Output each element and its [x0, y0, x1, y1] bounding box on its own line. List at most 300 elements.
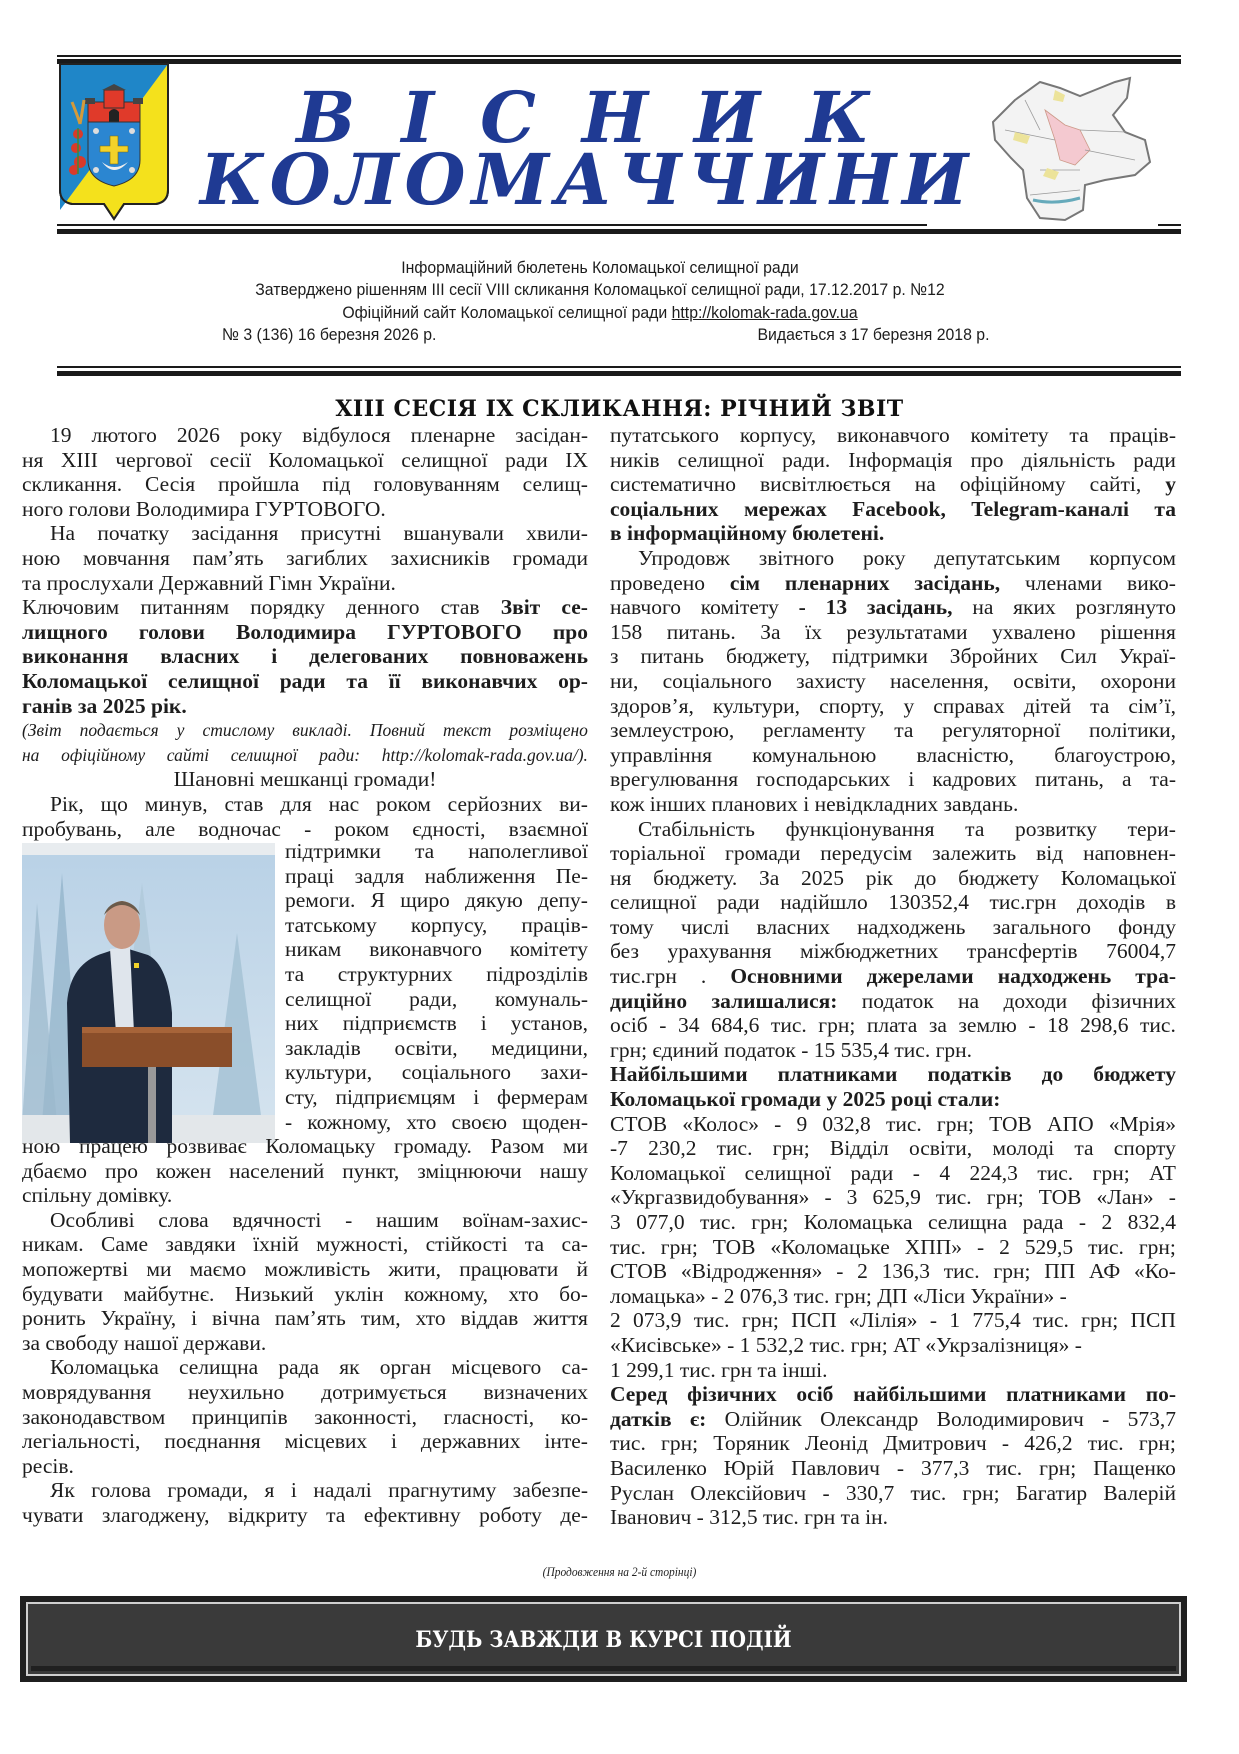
word: маємо: [189, 1256, 247, 1281]
word: АПО: [1047, 1111, 1094, 1136]
word: надходжень: [857, 914, 966, 939]
word: єдності,: [412, 816, 486, 841]
word: Павлович: [791, 1455, 880, 1480]
bulletin-description: Інформаційний бюлетень Коломацької селищної ради: [401, 258, 799, 277]
word: і: [290, 1478, 297, 1503]
word: на: [958, 988, 980, 1013]
word: депу-: [538, 888, 588, 913]
word: офіційному: [959, 472, 1066, 497]
word: виконавчого: [836, 423, 950, 447]
word: та: [1090, 693, 1110, 718]
info-rule-thick: [57, 371, 1181, 376]
word: зміцнюючи: [417, 1158, 522, 1183]
word: -: [896, 1455, 905, 1480]
text-line: [22, 620, 588, 645]
word: їх: [805, 619, 822, 644]
word: трансфертів: [966, 939, 1078, 964]
word: ради: [279, 668, 326, 693]
word: http://kolomak-rada.gov.ua/).: [381, 744, 588, 765]
word: Упродовж: [638, 545, 730, 570]
text-line: [22, 1257, 588, 1282]
text-line: [22, 718, 588, 743]
word: ня: [610, 865, 632, 890]
word: будувати: [22, 1281, 103, 1306]
word: селищної: [285, 986, 372, 1011]
word: ГУРТОВОГО: [387, 619, 522, 644]
word: -: [822, 1480, 830, 1505]
word: працею: [78, 1134, 148, 1158]
word: міжбюджетних: [800, 939, 939, 964]
text-line: [22, 1454, 588, 1479]
word: 625,9: [872, 1185, 921, 1210]
approval-note: Затверджено рішенням ІІІ сесії VIII скликання Коломацької селищної ради, 17.12.2017 р. №12: [255, 280, 945, 299]
word: освіти,: [1013, 668, 1077, 693]
word: передусім: [820, 841, 913, 866]
word: легіальності,: [22, 1429, 141, 1454]
word: землеустрою,: [610, 718, 735, 743]
word: ради: [716, 890, 760, 915]
text-line: [22, 546, 588, 571]
word: Сил: [1060, 644, 1097, 669]
word: державних: [420, 1429, 521, 1454]
word: охорони: [1100, 668, 1176, 693]
word: засідан-: [515, 423, 588, 447]
text-line: [610, 1407, 1176, 1432]
word: ХПП»: [904, 1234, 963, 1259]
word: до: [1041, 1062, 1064, 1087]
word: та: [894, 718, 914, 743]
word: ників: [610, 447, 660, 472]
text-line: [610, 866, 1176, 891]
word: законності,: [314, 1404, 417, 1429]
text-line: [610, 1087, 1176, 1112]
word: тис.: [1087, 1431, 1124, 1456]
word: щоден-: [522, 1109, 588, 1134]
word: фонду: [1118, 914, 1176, 939]
word: Я: [370, 888, 385, 913]
word: про: [970, 447, 1004, 472]
word: справах: [933, 693, 1005, 718]
word: кожен: [155, 1158, 212, 1183]
text-line: [610, 1185, 1176, 1210]
text-line: [22, 1331, 588, 1356]
word: законодавством: [22, 1404, 166, 1429]
word: Торяник: [713, 1431, 790, 1456]
word: комітету: [970, 423, 1049, 447]
masthead-bottom-rule-thin-end: [1158, 224, 1181, 226]
word: 2: [610, 1308, 621, 1333]
word: рада: [1022, 1210, 1064, 1234]
word: -: [659, 1013, 667, 1038]
word: АФ: [1089, 1259, 1121, 1284]
word: датків: [610, 1406, 672, 1431]
word: Повний: [369, 720, 426, 741]
word: і: [391, 1429, 398, 1454]
word: корпусу,: [739, 423, 817, 447]
word: никам: [285, 937, 342, 962]
word: повноважень: [460, 644, 588, 669]
word: пункт,: [342, 1158, 400, 1183]
word: ни,: [610, 668, 639, 693]
word: 76004,7: [1106, 939, 1176, 964]
speaker-photo: [22, 843, 275, 1143]
word: ремоги.: [285, 888, 356, 913]
word: виконавчих: [421, 668, 538, 693]
text-line: [610, 694, 1176, 719]
word: мовчання: [82, 545, 170, 570]
word: доходи: [1003, 988, 1068, 1013]
word: -: [1001, 1431, 1010, 1456]
word: ми: [562, 1134, 588, 1158]
word: став: [224, 791, 264, 816]
word: «Лан»: [1096, 1185, 1154, 1210]
info-rule-thin: [57, 366, 1181, 368]
word: бюджету,: [725, 644, 810, 669]
word: пам’ять: [192, 545, 264, 570]
word: пам’ять: [274, 1306, 346, 1331]
word: Коломацька: [803, 1210, 913, 1234]
word: та: [965, 816, 985, 841]
word: виконавчого: [369, 937, 482, 962]
word: -: [929, 1308, 938, 1333]
word: питань.: [666, 619, 736, 644]
word: підприємств: [342, 1011, 457, 1036]
word: захисту: [796, 668, 866, 693]
text-line: [610, 521, 1176, 546]
text-line: [22, 1232, 588, 1257]
text-line: [610, 767, 1176, 792]
word: сайті,: [1089, 472, 1142, 497]
word: комітету: [509, 937, 588, 962]
word: систематично: [610, 472, 736, 497]
text-line: [285, 1085, 588, 1110]
word: Олійник: [724, 1406, 802, 1431]
word: бюджету: [958, 865, 1039, 890]
word: лищного: [22, 619, 108, 644]
word: делегованих: [309, 644, 429, 669]
word: і: [480, 1011, 487, 1036]
word: сту,: [285, 1084, 318, 1109]
word: ТОВ: [989, 1111, 1032, 1136]
text-segment: ресів.: [22, 1453, 74, 1478]
word: і: [191, 1306, 198, 1331]
left-column-continued: [22, 1134, 588, 1528]
word: ради,: [409, 986, 458, 1011]
word: навчого: [610, 595, 681, 620]
word: викладі.: [292, 720, 352, 741]
word: ПСП: [1130, 1308, 1176, 1333]
word: За: [760, 619, 781, 644]
word: тис.: [910, 1480, 947, 1505]
word: Василенко: [610, 1455, 707, 1480]
word: осіб: [796, 1382, 834, 1407]
word: тис.: [1037, 1160, 1074, 1185]
word: хто: [406, 1109, 437, 1134]
word: 330,7: [845, 1480, 895, 1505]
word: працювати: [459, 1256, 559, 1281]
word: се-: [561, 595, 588, 620]
word: громади: [725, 841, 801, 866]
word: та: [1154, 496, 1176, 521]
text-line: [22, 1503, 588, 1528]
word: тис.: [1088, 1234, 1124, 1259]
word: 377,3: [921, 1455, 970, 1480]
word: вічна: [212, 1306, 260, 1331]
word: спорту: [1113, 1136, 1176, 1161]
text-line: [22, 595, 588, 620]
word: спорту,: [819, 693, 885, 718]
word: Олексійович: [690, 1480, 807, 1505]
text-line: [610, 1112, 1176, 1137]
word: Особливі: [50, 1207, 135, 1232]
word: надалі: [313, 1478, 372, 1503]
word: бо-: [559, 1281, 588, 1306]
word: селищної: [230, 744, 298, 765]
wrapped-text-column: [285, 839, 588, 1134]
text-line: [22, 1405, 588, 1430]
word: висвітлюється: [759, 472, 891, 497]
word: селищна: [927, 1210, 1008, 1234]
word: бюджету.: [653, 865, 738, 890]
word: інте-: [544, 1429, 588, 1454]
text-line: [22, 571, 588, 596]
word: селищної: [744, 1160, 832, 1185]
word: і: [271, 644, 278, 669]
text-line: [610, 1358, 1176, 1383]
word: бюджету: [1093, 1062, 1176, 1087]
text-line: [610, 620, 1176, 645]
word: «Укргазвидобування»: [610, 1185, 810, 1210]
word: тис.: [943, 1259, 980, 1284]
text-line: [22, 1183, 588, 1208]
text-line: [610, 964, 1176, 989]
text-line: [285, 888, 588, 913]
word: молоді: [992, 1136, 1055, 1161]
word: праців-: [521, 912, 588, 937]
word: 230,2: [648, 1136, 697, 1161]
text-segment: та прослухали Державний Гімн України.: [22, 570, 396, 595]
word: селищної: [401, 447, 488, 472]
word: освіти,: [394, 1035, 458, 1060]
word: вдячності: [232, 1207, 322, 1232]
word: тис.: [885, 1111, 922, 1136]
word: Найбільшими: [610, 1062, 748, 1087]
word: 077,0: [636, 1210, 685, 1234]
word: власністю,: [916, 742, 1015, 767]
left-column: [22, 423, 588, 841]
text-line: [22, 1429, 588, 1454]
word: осіб: [610, 1013, 648, 1038]
word: хто: [508, 1281, 539, 1306]
word: але: [145, 816, 176, 841]
text-line: [285, 937, 588, 962]
word: -: [345, 1207, 353, 1232]
text-line: [22, 1282, 588, 1307]
text-line: [22, 472, 588, 497]
masthead-bottom-rule-thick: [57, 229, 1181, 234]
word: СТОВ: [610, 1111, 668, 1136]
word: водночас: [198, 816, 281, 841]
word: та: [326, 1502, 346, 1527]
text-line: [610, 669, 1176, 694]
word: дбаємо: [22, 1158, 88, 1183]
word: корпусом: [1089, 545, 1176, 570]
word: щиро: [400, 888, 450, 913]
word: (Звіт: [22, 720, 62, 741]
word: по-: [1145, 1382, 1176, 1407]
word: тис.: [770, 1013, 807, 1038]
text-line: [22, 521, 588, 546]
word: числі: [680, 914, 730, 939]
text-line: [610, 595, 1176, 620]
word: Олександр: [820, 1406, 919, 1431]
word: початку: [97, 521, 170, 546]
word: захисників: [390, 545, 490, 570]
word: та: [285, 961, 305, 986]
word: місцевих: [284, 1429, 368, 1454]
word: громади: [512, 545, 588, 570]
word: мережах: [743, 496, 827, 521]
text-line: [22, 817, 588, 842]
word: проведено: [610, 570, 706, 595]
text-line: [22, 1208, 588, 1233]
word: відкриту: [228, 1502, 308, 1527]
word: 2: [999, 1234, 1010, 1259]
word: .: [700, 964, 707, 989]
text-line: [610, 1382, 1176, 1407]
masthead-title-line2: КОЛОМАЧЧИНИ: [200, 138, 975, 221]
word: -: [1102, 1406, 1110, 1431]
word: з: [610, 644, 619, 669]
word: ко-: [560, 1404, 588, 1429]
text-segment: в інформаційному бюлетені.: [610, 521, 885, 546]
word: завдяки: [165, 1232, 236, 1257]
word: ронить: [22, 1306, 86, 1331]
word: ефективну: [363, 1502, 461, 1527]
word: вшанували: [403, 521, 504, 546]
word: грн;: [818, 1013, 856, 1038]
word: кадрових: [932, 767, 1017, 792]
word: питань: [640, 644, 704, 669]
word: року: [863, 545, 906, 570]
word: забезпе-: [512, 1478, 588, 1503]
word: текст: [443, 720, 492, 741]
word: Звіт: [500, 595, 541, 620]
word: Пе-: [555, 863, 588, 888]
word: корпусу,: [410, 912, 488, 937]
word: медицини,: [491, 1035, 588, 1060]
text-line: [285, 913, 588, 938]
word: селищної: [610, 890, 697, 915]
word: слова: [158, 1207, 209, 1232]
word: життя: [533, 1306, 588, 1331]
word: За: [758, 865, 780, 890]
word: ради: [1133, 447, 1176, 472]
text-line: [610, 1235, 1176, 1260]
word: уклін: [334, 1281, 384, 1306]
word: питанням: [140, 595, 230, 620]
word: за: [928, 1013, 947, 1038]
word: у: [1165, 472, 1176, 497]
word: соціального: [662, 668, 772, 693]
word: залишалися:: [711, 988, 838, 1013]
text-line: [22, 1306, 588, 1331]
word: хвили-: [526, 521, 588, 546]
word: 832,4: [1127, 1210, 1176, 1234]
word: грн;: [1138, 1234, 1176, 1259]
word: на: [914, 472, 936, 497]
text-line: [610, 1038, 1176, 1063]
official-site-link[interactable]: http://kolomak-rada.gov.ua: [671, 303, 858, 322]
word: -: [824, 1185, 832, 1210]
issue-number: № 3 (136) 16 березня 2026 р.: [222, 325, 437, 344]
word: путатського: [610, 423, 720, 447]
word: рік: [865, 865, 893, 890]
word: Коломацької: [610, 1160, 726, 1185]
word: Коломацької: [22, 668, 148, 693]
word: віддав: [460, 1306, 519, 1331]
text-line: [610, 423, 1176, 448]
word: 2: [1101, 1210, 1113, 1234]
word: їхній: [253, 1232, 299, 1257]
word: доходів: [1076, 890, 1146, 915]
word: орган: [379, 1355, 432, 1380]
text-line: [610, 1481, 1176, 1506]
text-line: [22, 1478, 588, 1503]
word: «Коломацьке: [770, 1234, 890, 1259]
word: грн;: [936, 1111, 974, 1136]
word: -: [285, 1109, 293, 1134]
word: 136,3: [881, 1259, 931, 1284]
word: селищна: [178, 1355, 259, 1380]
word: та: [414, 839, 435, 863]
word: членами: [1024, 570, 1103, 595]
word: комуналь-: [495, 986, 588, 1011]
word: ня: [22, 447, 44, 472]
word: податків: [927, 1062, 1012, 1087]
word: 1: [949, 1308, 961, 1333]
word: ІХ: [565, 447, 588, 472]
word: ною: [22, 1134, 61, 1158]
word: закладів: [285, 1035, 361, 1060]
word: присутні: [300, 521, 382, 546]
text-line: [285, 1110, 588, 1135]
word: грн;: [986, 1185, 1024, 1210]
word: платниками: [1006, 1382, 1126, 1407]
text-line: [610, 1161, 1176, 1186]
word: тим,: [360, 1306, 401, 1331]
word: розміщено: [509, 720, 588, 741]
article-headline: ХІІІ СЕСІЯ ІХ СКЛИКАННЯ: РІЧНИЙ ЗВІТ: [335, 396, 904, 422]
word: власних: [160, 644, 240, 669]
word: головуванням: [373, 472, 500, 497]
word: 2: [857, 1259, 868, 1284]
word: землю: [958, 1013, 1017, 1038]
word: мопожертві: [22, 1256, 129, 1281]
word: грн;: [1138, 1431, 1176, 1456]
word: -: [1028, 1013, 1036, 1038]
word: підприємцям: [335, 1084, 456, 1109]
text-line: [285, 1036, 588, 1061]
word: питань,: [1035, 767, 1104, 792]
word: Відділ: [829, 1136, 889, 1161]
word: торіальної: [610, 841, 706, 866]
word: 3: [846, 1185, 858, 1210]
text-line: [610, 1013, 1176, 1038]
word: та: [346, 668, 368, 693]
text-line: [610, 817, 1176, 842]
word: надійшло: [780, 890, 868, 915]
